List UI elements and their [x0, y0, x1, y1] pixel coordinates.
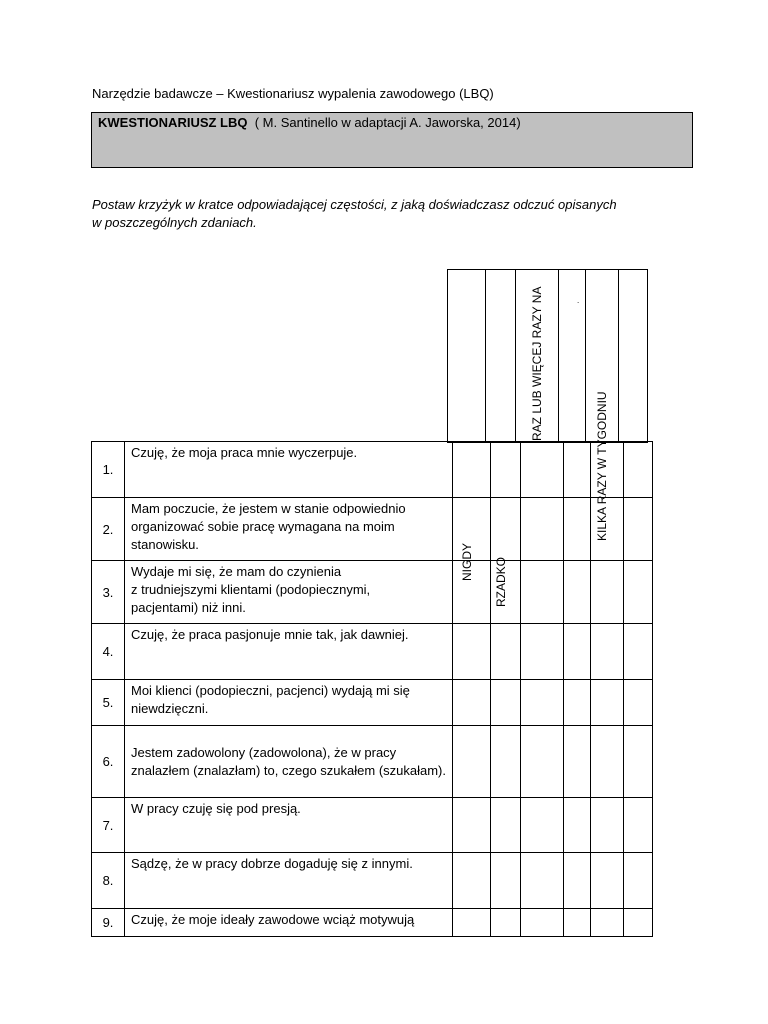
answer-checkbox-cell[interactable] [453, 680, 491, 726]
answer-checkbox-cell[interactable] [491, 561, 521, 624]
answer-checkbox-cell[interactable] [453, 798, 491, 853]
answer-checkbox-cell[interactable] [624, 798, 653, 853]
answer-checkbox-cell[interactable] [624, 853, 653, 909]
answer-column-header-cell [515, 269, 559, 443]
question-text-line: Mam poczucie, że jestem w stanie odpowiednio [131, 501, 406, 516]
answer-checkbox-cell[interactable] [591, 726, 624, 798]
question-text-line: pacjentami) niż inni. [131, 600, 246, 615]
question-row [92, 624, 653, 680]
answer-checkbox-cell[interactable] [491, 726, 521, 798]
question-text-line: z trudniejszymi klientami (podopiecznymi, [131, 582, 371, 597]
question-text-line: znalazłem (znalazłam) to, czego szukałem (szukałam). [131, 762, 446, 778]
question-text-line: Czuję, że praca pasjonuje mnie tak, jak dawniej. [131, 627, 409, 642]
question-number: 5. [92, 680, 125, 726]
question-row [92, 909, 653, 937]
question-text-line: stanowisku. [131, 537, 199, 552]
answer-checkbox-cell[interactable] [624, 726, 653, 798]
question-number: 2. [92, 498, 125, 561]
answer-checkbox-cell[interactable] [453, 909, 491, 937]
answer-column-header-cell [618, 269, 648, 443]
questionnaire-title-box [91, 112, 693, 168]
question-text [125, 680, 453, 726]
header-rzadko: RZADKO [493, 556, 508, 607]
instructions [92, 196, 652, 232]
answer-checkbox-cell[interactable] [624, 624, 653, 680]
question-text [125, 853, 453, 909]
answer-column-header-cell [585, 269, 619, 541]
question-row [92, 798, 653, 853]
answer-checkbox-cell[interactable] [624, 442, 653, 498]
document-heading: Narzędzie badawcze – Kwestionariusz wypalenia zawodowego (LBQ) [92, 86, 494, 101]
question-text [125, 798, 453, 853]
answer-checkbox-cell[interactable] [491, 442, 521, 498]
answer-checkbox-cell[interactable] [521, 726, 564, 798]
question-text-line: Czuję, że moje ideały zawodowe wciąż motywują [131, 912, 415, 927]
answer-checkbox-cell[interactable] [564, 624, 591, 680]
answer-checkbox-cell[interactable] [564, 909, 591, 937]
question-text [125, 726, 453, 798]
question-number: 3. [92, 561, 125, 624]
instructions-line: Postaw krzyżyk w kratce odpowiadającej częstości, z jaką doświadczasz odczuć opisanych [92, 197, 617, 212]
answer-checkbox-cell[interactable] [591, 853, 624, 909]
question-text-line: organizować sobie pracę wymagana na moim [131, 519, 395, 534]
header-kilka-razy: KILKA RAZY W TYGODNIU [595, 391, 609, 541]
answer-checkbox-cell[interactable] [591, 624, 624, 680]
answer-checkbox-cell[interactable] [521, 798, 564, 853]
answer-checkbox-cell[interactable] [453, 726, 491, 798]
question-number: 8. [92, 853, 125, 909]
question-row [92, 561, 653, 624]
answer-checkbox-cell[interactable] [521, 624, 564, 680]
answer-checkbox-cell[interactable] [521, 561, 564, 624]
answer-checkbox-cell[interactable] [591, 798, 624, 853]
answer-checkbox-cell[interactable] [591, 498, 624, 561]
question-text-line: Jestem zadowolony (zadowolona), że w pracy [131, 744, 397, 760]
answer-checkbox-cell[interactable] [564, 498, 591, 561]
answer-checkbox-cell[interactable] [564, 561, 591, 624]
question-number: 4. [92, 624, 125, 680]
answer-checkbox-cell[interactable] [591, 909, 624, 937]
answer-checkbox-cell[interactable] [564, 442, 591, 498]
answer-checkbox-cell[interactable] [453, 561, 491, 624]
answer-checkbox-cell[interactable] [564, 798, 591, 853]
answer-checkbox-cell[interactable] [491, 624, 521, 680]
question-text [125, 624, 453, 680]
answer-column-header-cell [447, 269, 486, 581]
answer-checkbox-cell[interactable] [591, 680, 624, 726]
stray-mark: . [577, 296, 580, 305]
question-row [92, 442, 653, 498]
question-row [92, 726, 653, 798]
questionnaire-title: KWESTIONARIUSZ LBQ [98, 115, 248, 130]
answer-checkbox-cell[interactable] [491, 798, 521, 853]
question-row [92, 680, 653, 726]
answer-checkbox-cell[interactable] [453, 853, 491, 909]
answer-checkbox-cell[interactable] [491, 498, 521, 561]
answer-checkbox-cell[interactable] [564, 853, 591, 909]
answer-checkbox-cell[interactable] [591, 561, 624, 624]
answer-checkbox-cell[interactable] [521, 442, 564, 498]
question-number: 9. [92, 909, 125, 937]
answer-column-header-cell [485, 269, 516, 607]
question-text-line: Czuję, że moja praca mnie wyczerpuje. [131, 445, 358, 460]
question-text-line: W pracy czuję się pod presją. [131, 801, 301, 816]
answer-checkbox-cell[interactable] [491, 853, 521, 909]
header-raz-lub-wiecej: RAZ LUB WIĘCEJ RAZY NA [530, 286, 544, 441]
question-row [92, 498, 653, 561]
answer-column-header-cell [558, 269, 586, 443]
question-number: 7. [92, 798, 125, 853]
instructions-line: w poszczególnych zdaniach. [92, 215, 257, 230]
question-text [125, 498, 453, 561]
answer-checkbox-cell[interactable] [624, 561, 653, 624]
question-text-line: Sądzę, że w pracy dobrze dogaduję się z innymi. [131, 856, 413, 871]
question-text [125, 442, 453, 498]
question-number: 6. [92, 726, 125, 798]
question-row [92, 853, 653, 909]
answer-checkbox-cell[interactable] [453, 624, 491, 680]
answer-checkbox-cell[interactable] [453, 498, 491, 561]
answer-checkbox-cell[interactable] [624, 498, 653, 561]
answer-checkbox-cell[interactable] [453, 442, 491, 498]
question-text-line: Wydaje mi się, że mam do czynienia [131, 564, 342, 579]
question-text-line: Moi klienci (podopieczni, pacjenci) wydają mi się [131, 683, 410, 698]
answer-checkbox-cell[interactable] [521, 909, 564, 937]
header-nigdy: NIGDY [459, 542, 474, 581]
answer-checkbox-cell[interactable] [624, 909, 653, 937]
answer-checkbox-cell[interactable] [521, 498, 564, 561]
questionnaire-attribution: ( M. Santinello w adaptacji A. Jaworska, 2014) [254, 115, 521, 130]
answer-checkbox-cell[interactable] [564, 726, 591, 798]
answer-checkbox-cell[interactable] [591, 442, 624, 498]
answer-checkbox-cell[interactable] [564, 680, 591, 726]
question-text [125, 561, 453, 624]
answer-checkbox-cell[interactable] [521, 853, 564, 909]
question-number: 1. [92, 442, 125, 498]
question-text-line: niewdzięczni. [131, 701, 209, 716]
questionnaire-table [91, 441, 653, 937]
question-text [125, 909, 453, 937]
answer-checkbox-cell[interactable] [491, 909, 521, 937]
answer-checkbox-cell[interactable] [491, 680, 521, 726]
answer-checkbox-cell[interactable] [624, 680, 653, 726]
answer-checkbox-cell[interactable] [521, 680, 564, 726]
